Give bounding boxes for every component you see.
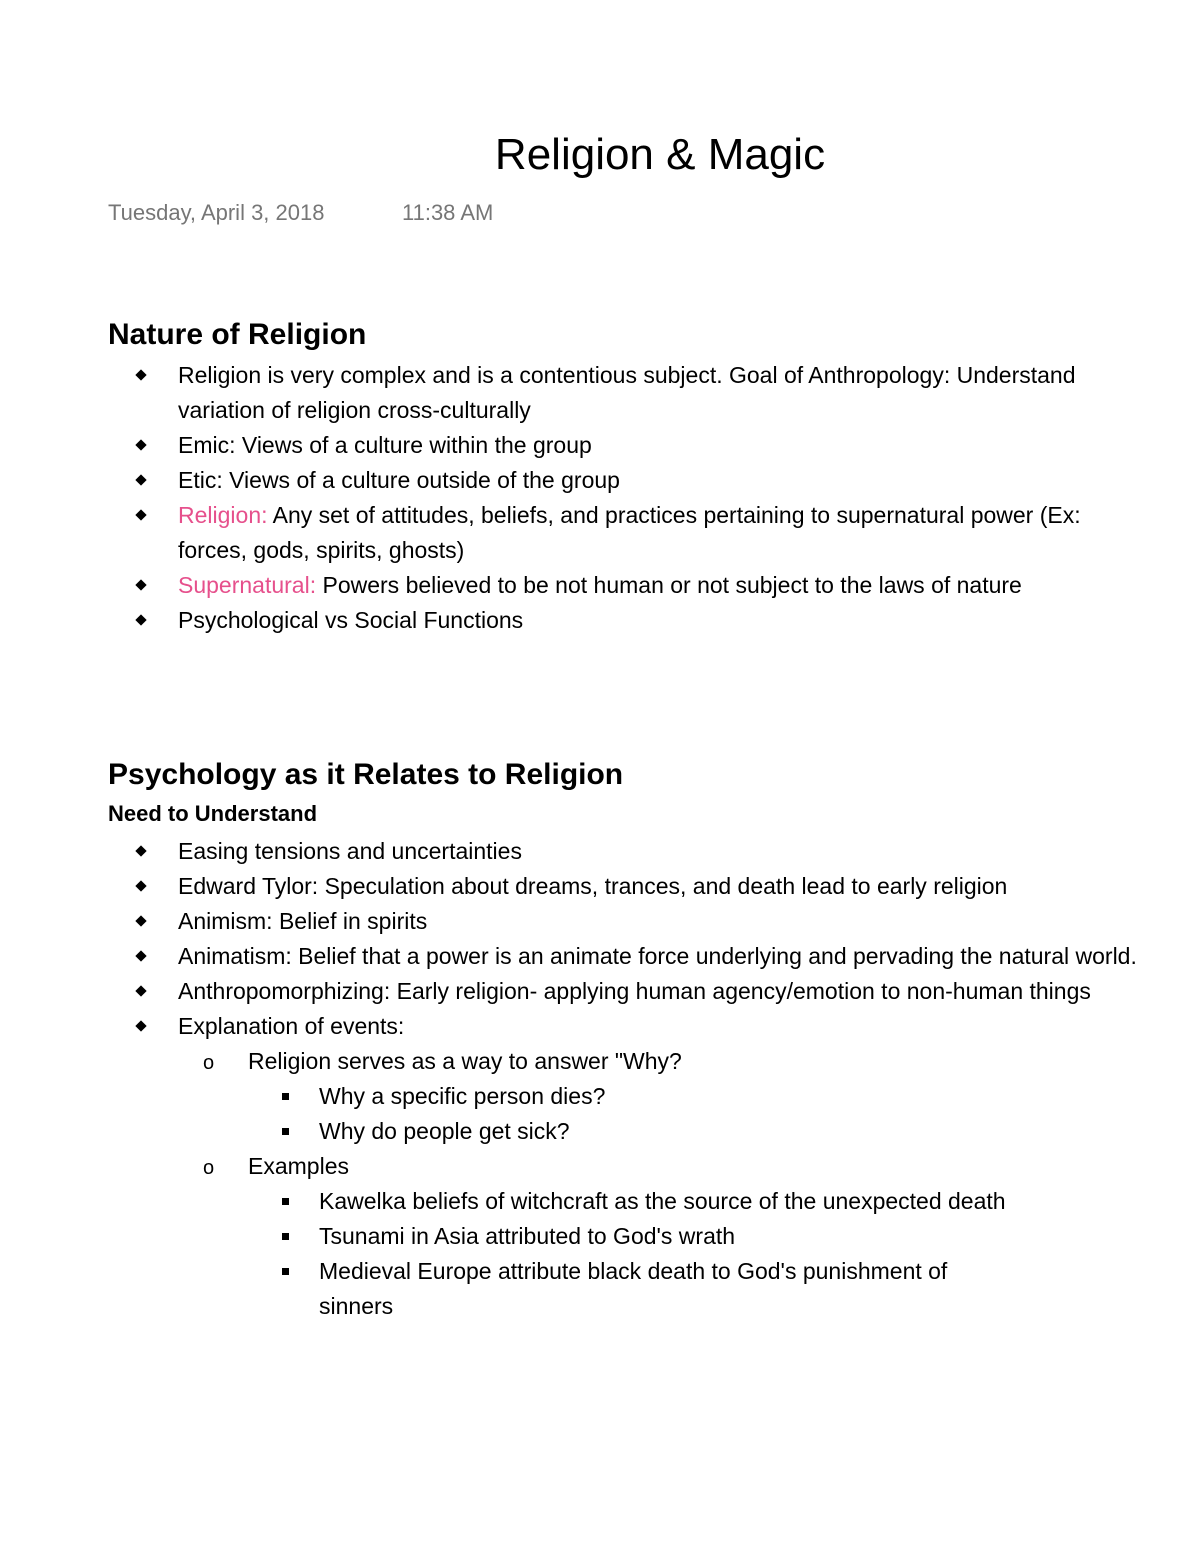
sub-sub-list (0, 1184, 1080, 1324)
list-item (0, 939, 1200, 974)
list-item (0, 428, 1200, 463)
section-heading: Psychology as it Relates to Religion (108, 758, 624, 791)
list-item-text: Anthropomorphizing: Early religion- applying human agency/emotion to non-human things (178, 978, 1091, 1004)
list-item (0, 1079, 1080, 1114)
term-label: Religion: (178, 502, 268, 528)
circle-bullet-icon: o (203, 1052, 215, 1074)
list-item (0, 904, 1200, 939)
list-item (0, 568, 1200, 603)
square-bullet-icon (282, 1233, 289, 1240)
note-date: Tuesday, April 3, 2018 (108, 200, 325, 225)
list-item-text: Powers believed to be not human or not subject to the laws of nature (316, 572, 1022, 598)
list-item (0, 1009, 1200, 1324)
list-item-text: Psychological vs Social Functions (178, 607, 524, 633)
square-bullet-icon (282, 1198, 289, 1205)
diamond-bullet-icon (135, 845, 146, 856)
diamond-bullet-icon (135, 579, 146, 590)
list-item-text: Medieval Europe attribute black death to God's punishment of sinners (319, 1258, 948, 1319)
list-item-text: Why do people get sick? (319, 1118, 570, 1144)
section-subheading: Need to Understand (108, 801, 318, 826)
list-item-text: Examples (248, 1153, 349, 1179)
list-item-text: Explanation of events: (178, 1013, 405, 1039)
list-item-text: Animatism: Belief that a power is an animate force underlying and pervading the natural world. (178, 943, 1137, 969)
list-item-text: Religion is very complex and is a contentious subject. Goal of Anthropology: Understand variation of religion cross-culturally (178, 362, 1076, 423)
square-bullet-icon (282, 1128, 289, 1135)
list-item (0, 1149, 1140, 1324)
list-item-text: Etic: Views of a culture outside of the group (178, 467, 620, 493)
list-item-text: Tsunami in Asia attributed to God's wrath (319, 1223, 736, 1249)
diamond-bullet-icon (135, 474, 146, 485)
section-heading: Nature of Religion (108, 318, 367, 351)
diamond-bullet-icon (135, 439, 146, 450)
list-item (0, 463, 1200, 498)
list-item (0, 603, 1200, 638)
list-item (0, 834, 1200, 869)
diamond-bullet-icon (135, 950, 146, 961)
diamond-bullet-icon (135, 509, 146, 520)
list-item (0, 869, 1200, 904)
list-item (0, 1044, 1140, 1149)
diamond-bullet-icon (135, 985, 146, 996)
bullet-list (0, 834, 1200, 1324)
list-item-text: Easing tensions and uncertainties (178, 838, 522, 864)
list-item-text: Religion serves as a way to answer "Why? (248, 1048, 682, 1074)
note-time: 11:38 AM (402, 200, 494, 225)
diamond-bullet-icon (135, 915, 146, 926)
diamond-bullet-icon (135, 880, 146, 891)
list-item-text: Why a specific person dies? (319, 1083, 606, 1109)
list-item-text: Edward Tylor: Speculation about dreams, trances, and death lead to early religion (178, 873, 1008, 899)
list-item-text: Kawelka beliefs of witchcraft as the source of the unexpected death (319, 1188, 1006, 1214)
sub-sub-list (0, 1079, 1080, 1149)
diamond-bullet-icon (135, 369, 146, 380)
diamond-bullet-icon (135, 1020, 146, 1031)
list-item (0, 1219, 1080, 1254)
bullet-list (0, 358, 1200, 638)
list-item (0, 498, 1200, 568)
list-item-text: Animism: Belief in spirits (178, 908, 428, 934)
sub-list (0, 1044, 1140, 1324)
term-label: Supernatural: (178, 572, 317, 598)
circle-bullet-icon: o (203, 1157, 215, 1179)
list-item (0, 1114, 1080, 1149)
list-item (0, 1254, 1080, 1324)
page-title: Religion & Magic (494, 130, 826, 179)
list-item-text: Any set of attitudes, beliefs, and practices pertaining to supernatural power (Ex: forces, gods, spirits, ghosts) (178, 502, 1081, 563)
square-bullet-icon (282, 1093, 289, 1100)
list-item (0, 1184, 1080, 1219)
diamond-bullet-icon (135, 614, 146, 625)
square-bullet-icon (282, 1268, 289, 1275)
list-item-text: Emic: Views of a culture within the group (178, 432, 592, 458)
list-item (0, 358, 1200, 428)
list-item (0, 974, 1200, 1009)
